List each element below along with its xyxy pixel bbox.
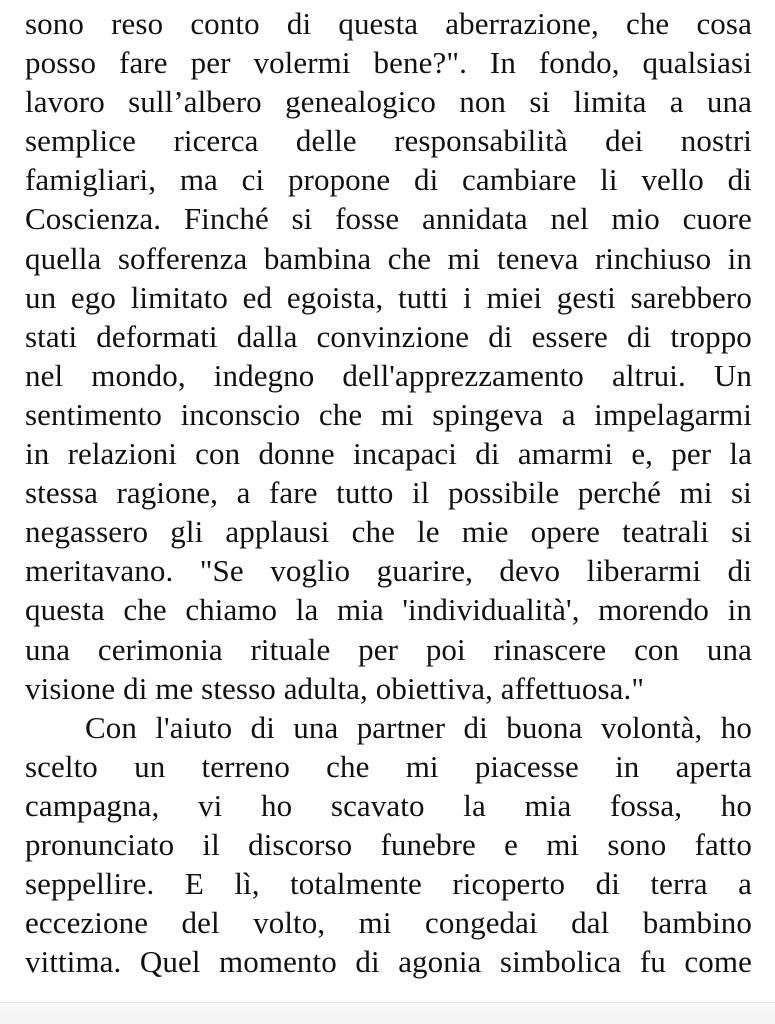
text-line bbox=[25, 4, 752, 43]
word: ragione, bbox=[116, 475, 219, 511]
word: che bbox=[387, 240, 432, 276]
word: in bbox=[615, 748, 640, 784]
text-line bbox=[25, 434, 752, 473]
word: dal bbox=[571, 905, 610, 941]
word: impelagarmi bbox=[594, 396, 752, 432]
word: fosse bbox=[335, 201, 400, 237]
word: partner bbox=[356, 709, 446, 745]
word: mi bbox=[358, 905, 392, 941]
word: lì, bbox=[234, 866, 260, 902]
word: con bbox=[195, 436, 241, 472]
word: volermi bbox=[253, 45, 351, 81]
word: quella bbox=[25, 240, 102, 276]
word: discorso bbox=[248, 826, 353, 862]
word: del bbox=[181, 905, 220, 941]
word: stessa bbox=[25, 475, 98, 511]
word: responsabilità bbox=[394, 123, 568, 159]
word: la bbox=[295, 592, 319, 628]
word: altrui. bbox=[611, 357, 686, 393]
text-line bbox=[25, 512, 752, 551]
word: non bbox=[459, 84, 507, 120]
word: in bbox=[727, 592, 752, 628]
word: di bbox=[463, 709, 488, 745]
word: simbolica bbox=[499, 944, 622, 980]
word: fatto bbox=[694, 826, 752, 862]
word: guarire, bbox=[376, 553, 473, 589]
word: poi bbox=[425, 631, 466, 667]
word: dell'apprezzamento bbox=[342, 357, 584, 393]
word: di bbox=[250, 709, 275, 745]
word: mio bbox=[611, 201, 660, 237]
word: mi bbox=[447, 240, 481, 276]
word: buona bbox=[506, 709, 583, 745]
word: bambino bbox=[642, 905, 752, 941]
word: per bbox=[358, 631, 399, 667]
word: rinchiuso bbox=[594, 240, 712, 276]
word: voglio bbox=[270, 553, 351, 589]
word: una bbox=[706, 84, 752, 120]
word: come bbox=[684, 944, 752, 980]
word: indegno bbox=[213, 357, 315, 393]
word: Quel bbox=[139, 944, 201, 980]
word: a bbox=[561, 396, 576, 432]
word: fare bbox=[269, 475, 318, 511]
word: che bbox=[123, 592, 167, 628]
word: qualsiasi bbox=[642, 45, 752, 81]
text-line bbox=[25, 473, 752, 512]
word: ho bbox=[720, 709, 752, 745]
text-line bbox=[25, 864, 752, 903]
word: limita bbox=[573, 84, 647, 120]
word: tutto bbox=[336, 475, 394, 511]
word: eccezione bbox=[25, 905, 149, 941]
word: sofferenza bbox=[117, 240, 248, 276]
word: ricoperto bbox=[452, 866, 566, 902]
word: l'aiuto bbox=[155, 709, 233, 745]
word: famigliari, bbox=[25, 162, 157, 198]
text-line bbox=[25, 160, 752, 199]
word: pronunciato bbox=[25, 826, 175, 862]
word: gli bbox=[170, 514, 204, 550]
word: seppellire. bbox=[25, 866, 155, 902]
word: che bbox=[318, 396, 363, 432]
word: di bbox=[727, 553, 752, 589]
text-line bbox=[25, 825, 752, 864]
word: per bbox=[190, 45, 231, 81]
word: si bbox=[731, 514, 752, 550]
word: scelto bbox=[25, 748, 98, 784]
word: questa bbox=[338, 6, 419, 41]
text-line bbox=[25, 590, 752, 629]
word: teatrali bbox=[622, 514, 709, 550]
word: si bbox=[731, 475, 752, 511]
word: sarebbero bbox=[630, 279, 752, 315]
word: delle bbox=[295, 123, 357, 159]
word: sentimento bbox=[25, 396, 163, 432]
word: sull’albero bbox=[128, 84, 262, 120]
text-line bbox=[25, 82, 752, 121]
word: propone bbox=[287, 162, 391, 198]
word: bambina bbox=[263, 240, 372, 276]
word: fossa, bbox=[610, 787, 683, 823]
word: un bbox=[25, 279, 57, 315]
word: dalla bbox=[236, 318, 298, 354]
word: "Se bbox=[199, 553, 244, 589]
word: cerimonia bbox=[97, 631, 223, 667]
text-line bbox=[25, 356, 752, 395]
word: di bbox=[488, 318, 513, 354]
word: possibile bbox=[448, 475, 560, 511]
word: una bbox=[293, 709, 339, 745]
word: momento bbox=[219, 944, 337, 980]
word: mi bbox=[405, 748, 439, 784]
word: In bbox=[489, 45, 516, 81]
text-line bbox=[25, 278, 752, 317]
word: congedai bbox=[425, 905, 538, 941]
word: incapaci bbox=[352, 436, 458, 472]
word: totalmente bbox=[290, 866, 422, 902]
text-line: visione di me stesso adulta, obiettiva, affettuosa." bbox=[25, 670, 645, 706]
word: sono bbox=[607, 826, 667, 862]
word: donne bbox=[258, 436, 335, 472]
text-line bbox=[25, 708, 752, 747]
word: mia bbox=[336, 592, 384, 628]
text-line bbox=[25, 317, 752, 356]
word: ci bbox=[241, 162, 265, 198]
word: spingeva bbox=[432, 396, 544, 432]
word: mondo, bbox=[91, 357, 186, 393]
text-line bbox=[25, 630, 752, 669]
word: di bbox=[355, 944, 380, 980]
word: di bbox=[727, 162, 752, 198]
word: E bbox=[184, 866, 204, 902]
word: sono bbox=[25, 6, 84, 41]
word: limitato bbox=[130, 279, 228, 315]
word: cambiare bbox=[462, 162, 577, 198]
word: applausi bbox=[225, 514, 330, 550]
word: negassero bbox=[25, 514, 149, 550]
word: il bbox=[412, 475, 430, 511]
word: vi bbox=[198, 787, 223, 823]
word: scavato bbox=[330, 787, 425, 823]
word: troppo bbox=[670, 318, 752, 354]
word: mi bbox=[546, 826, 580, 862]
text-line bbox=[25, 239, 752, 278]
word: conto bbox=[190, 6, 260, 41]
word: ho bbox=[261, 787, 293, 823]
word: fare bbox=[119, 45, 168, 81]
word: a bbox=[236, 475, 251, 511]
word: amarmi bbox=[517, 436, 614, 472]
word: reso bbox=[111, 6, 164, 41]
word: deformati bbox=[96, 318, 218, 354]
word: meritavano. bbox=[25, 553, 174, 589]
page-bottom-edge bbox=[0, 1002, 775, 1024]
word: fondo, bbox=[538, 45, 620, 81]
text-line bbox=[25, 121, 752, 160]
word: con bbox=[634, 631, 680, 667]
word: nel bbox=[25, 357, 64, 393]
word: mi bbox=[380, 396, 414, 432]
word: terra bbox=[650, 866, 708, 902]
word: questa bbox=[25, 592, 105, 628]
word: liberarmi bbox=[586, 553, 702, 589]
word: di bbox=[595, 866, 620, 902]
word: che bbox=[625, 6, 670, 41]
word: una bbox=[706, 631, 752, 667]
word: 'individualità', bbox=[402, 592, 580, 628]
word: di bbox=[286, 6, 312, 41]
word: in bbox=[727, 240, 752, 276]
word: nel bbox=[550, 201, 589, 237]
word: semplice bbox=[25, 123, 136, 159]
word: in bbox=[25, 436, 50, 472]
word: cuore bbox=[682, 201, 752, 237]
word: una bbox=[25, 631, 71, 667]
word: rinascere bbox=[493, 631, 607, 667]
word: ricerca bbox=[173, 123, 259, 159]
word: ed bbox=[242, 279, 273, 315]
word: ego bbox=[70, 279, 116, 315]
word: i bbox=[463, 279, 472, 315]
word: si bbox=[529, 84, 551, 120]
word: morendo bbox=[598, 592, 710, 628]
word: cosa bbox=[696, 6, 752, 41]
word: funebre bbox=[380, 826, 476, 862]
text-line bbox=[25, 395, 752, 434]
word: vittima. bbox=[25, 944, 122, 980]
word: il bbox=[202, 826, 220, 862]
word: chiamo bbox=[185, 592, 278, 628]
word: genealogico bbox=[285, 84, 436, 120]
word: agonia bbox=[398, 944, 482, 980]
word: di bbox=[413, 162, 439, 198]
word: gesti bbox=[556, 279, 616, 315]
text-line bbox=[25, 551, 752, 590]
word: la bbox=[729, 436, 752, 472]
word: aberrazione, bbox=[445, 6, 599, 41]
word: le bbox=[417, 514, 440, 550]
word: che bbox=[351, 514, 395, 550]
word: a bbox=[669, 84, 684, 120]
word: campagna, bbox=[25, 787, 160, 823]
word: per bbox=[671, 436, 712, 472]
word: la bbox=[463, 787, 486, 823]
word: ho bbox=[720, 787, 752, 823]
word: bene?". bbox=[373, 45, 467, 81]
word: lavoro bbox=[25, 84, 105, 120]
word: che bbox=[326, 748, 370, 784]
word: relazioni bbox=[67, 436, 177, 472]
word: di bbox=[626, 318, 652, 354]
text-column bbox=[25, 4, 752, 981]
word: rituale bbox=[250, 631, 331, 667]
word: e, bbox=[631, 436, 654, 472]
word: convinzione bbox=[316, 318, 470, 354]
word: ma bbox=[179, 162, 218, 198]
word: Con bbox=[85, 709, 137, 745]
word: essere bbox=[531, 318, 608, 354]
text-line bbox=[25, 903, 752, 942]
text-line bbox=[25, 786, 752, 825]
word: di bbox=[475, 436, 500, 472]
text-line bbox=[25, 942, 752, 981]
word: piacesse bbox=[474, 748, 579, 784]
word: terreno bbox=[201, 748, 290, 784]
word: Finché bbox=[183, 201, 269, 237]
word: li bbox=[600, 162, 618, 198]
word: annidata bbox=[421, 201, 528, 237]
word: volontà, bbox=[600, 709, 703, 745]
word: stati bbox=[25, 318, 78, 354]
word: miei bbox=[486, 279, 543, 315]
word: a bbox=[738, 866, 752, 902]
word: devo bbox=[499, 553, 561, 589]
text-line bbox=[25, 199, 752, 238]
word: Un bbox=[713, 357, 752, 393]
word: mia bbox=[524, 787, 572, 823]
word: perché bbox=[577, 475, 661, 511]
word: volto, bbox=[253, 905, 326, 941]
word: tutti bbox=[397, 279, 449, 315]
word: vello bbox=[641, 162, 704, 198]
word: aperta bbox=[675, 748, 752, 784]
word: mie bbox=[461, 514, 509, 550]
word: opere bbox=[530, 514, 600, 550]
word: posso bbox=[25, 45, 97, 81]
text-line bbox=[25, 747, 752, 786]
text-line bbox=[25, 43, 752, 82]
word: Coscienza. bbox=[25, 201, 162, 237]
word: teneva bbox=[496, 240, 579, 276]
word: si bbox=[291, 201, 313, 237]
word: e bbox=[504, 826, 518, 862]
word: egoista, bbox=[286, 279, 384, 315]
word: mi bbox=[679, 475, 713, 511]
word: fu bbox=[639, 944, 666, 980]
word: un bbox=[134, 748, 166, 784]
word: dei bbox=[605, 123, 644, 159]
word: nostri bbox=[680, 123, 752, 159]
word: inconscio bbox=[180, 396, 301, 432]
